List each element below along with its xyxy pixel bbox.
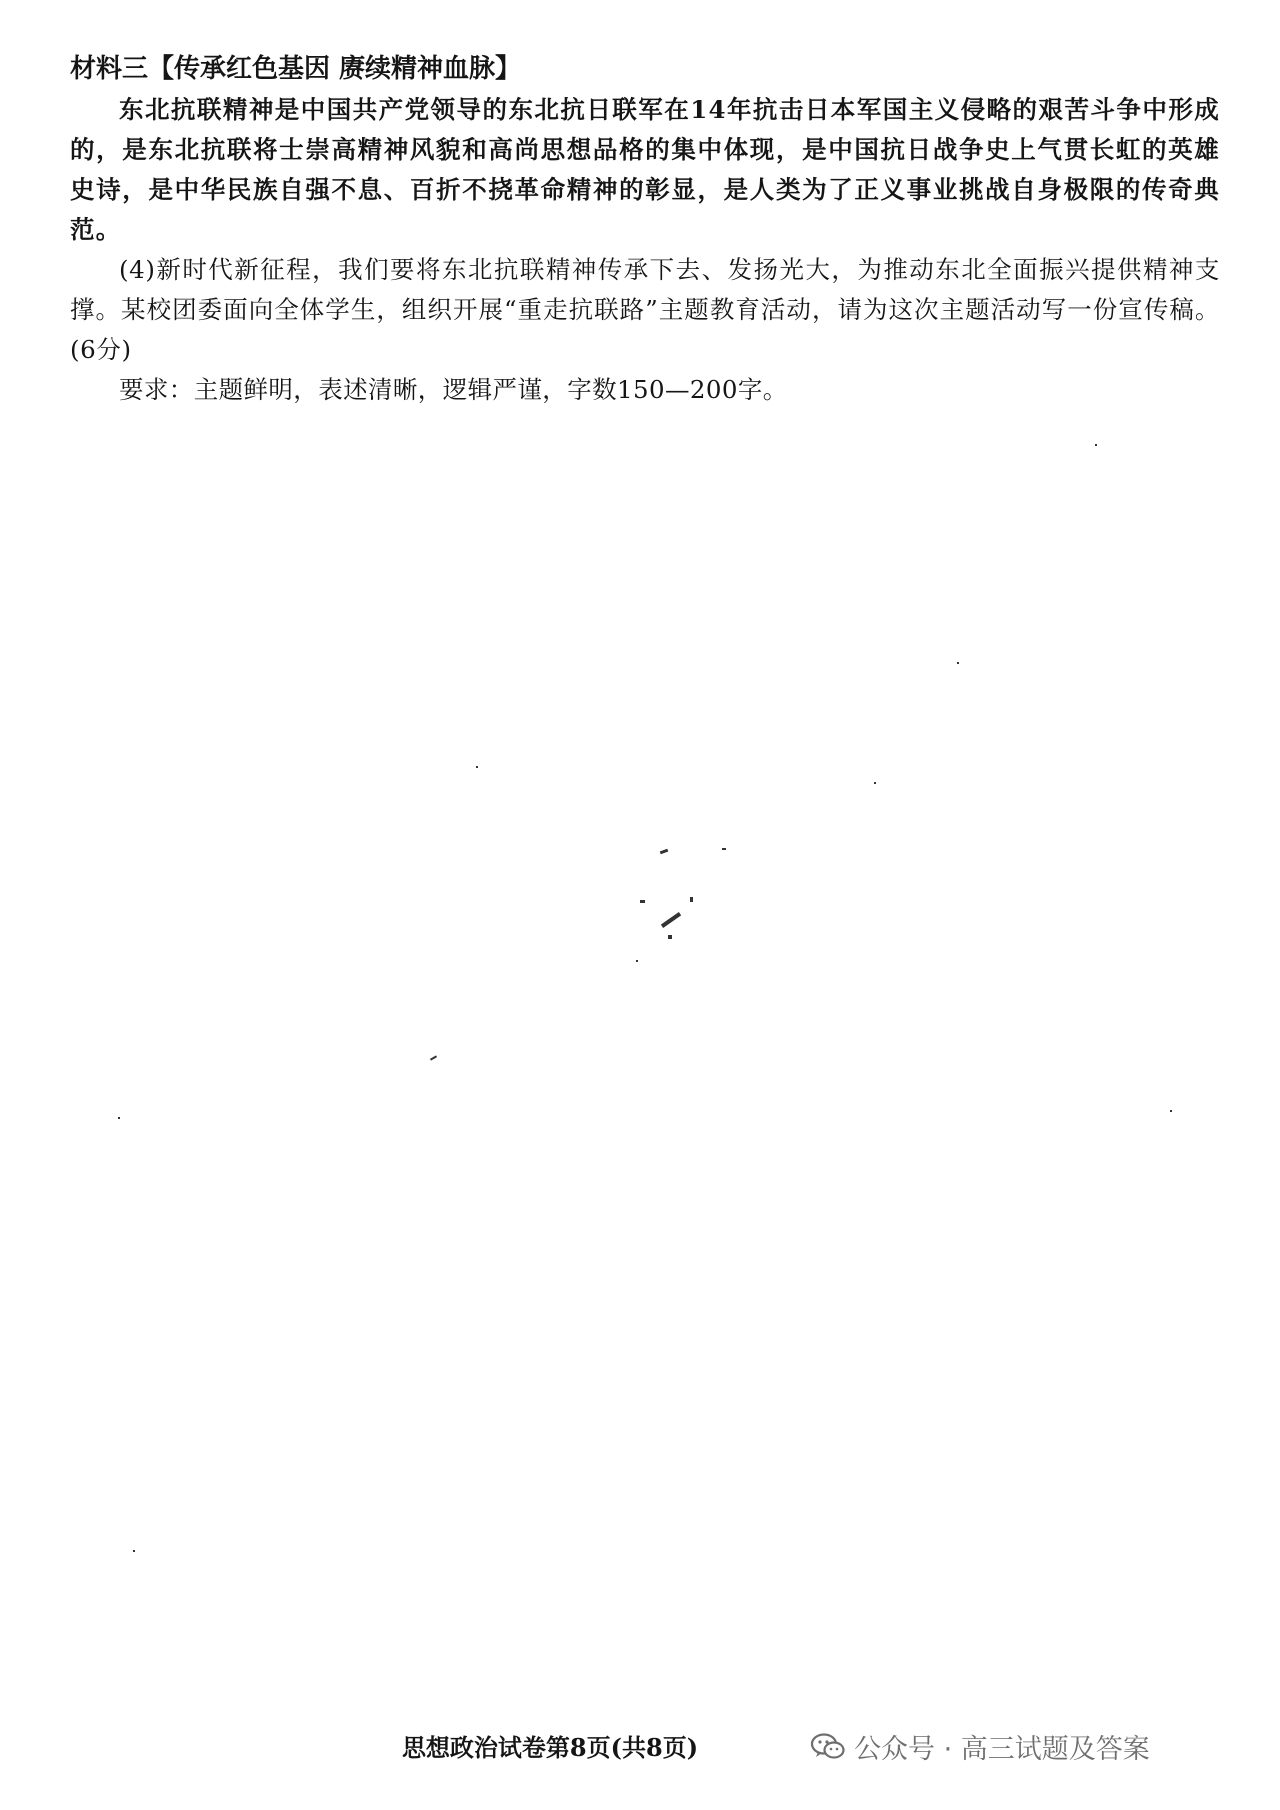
watermark (810, 1727, 1150, 1766)
page-content (70, 48, 1220, 410)
material-paragraph: 东北抗联精神是中国共产党领导的东北抗日联军在14年抗击日本军国主义侵略的艰苦斗争中形成的，是东北抗联将士崇高精神风貌和高尚思想品格的集中体现，是中国抗日战争史上气贯长虹的英雄史诗，是中华民族自强不息、百折不挠革命精神的彰显，是人类为了正义事业挑战自身极限的传奇典范。 (70, 95, 1220, 244)
wechat-icon (810, 1732, 846, 1762)
question-requirement: 要求：主题鲜明，表述清晰，逻辑严谨，字数150—200字。 (119, 375, 788, 404)
page-number-label: 思想政治试卷第8页(共8页) (401, 1733, 699, 1762)
watermark-text: 公众号 · 高三试题及答案 (854, 1734, 1150, 1765)
question-text: (4)新时代新征程，我们要将东北抗联精神传承下去、发扬光大，为推动东北全面振兴提供精神支撑。某校团委面向全体学生，组织开展“重走抗联路”主题教育活动，请为这次主题活动写一份宣传稿。(6分) (70, 255, 1220, 364)
material-heading: 材料三【传承红色基因 赓续精神血脉】 (70, 54, 522, 84)
